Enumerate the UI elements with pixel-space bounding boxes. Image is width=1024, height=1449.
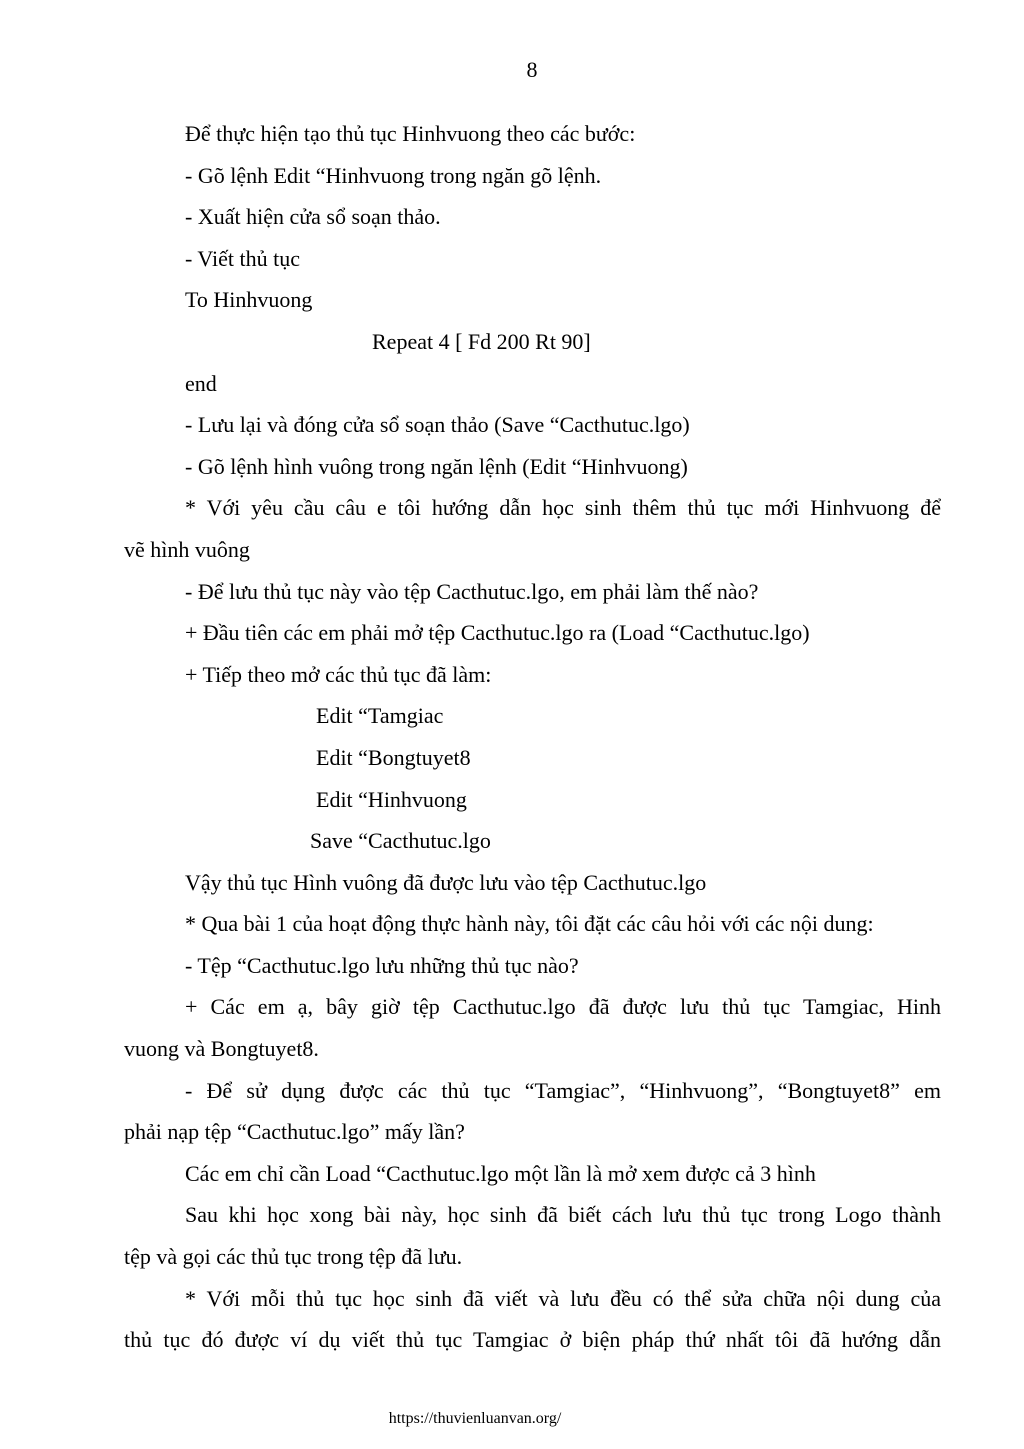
text-line: - Viết thủ tục <box>185 245 300 271</box>
text-line: Repeat 4 [ Fd 200 Rt 90] <box>372 328 591 354</box>
text-line: + Đầu tiên các em phải mở tệp Cacthutuc.lgo ra (Load “Cacthutuc.lgo) <box>185 620 810 646</box>
text-line: - Lưu lại và đóng cửa sổ soạn thảo (Save “Cacthutuc.lgo) <box>185 412 690 438</box>
text-line: * Với mỗi thủ tục học sinh đã viết và lưu đều có thể sửa chữa nội dung của <box>185 1285 941 1311</box>
text-line: Save “Cacthutuc.lgo <box>310 828 491 854</box>
text-line: Edit “Bongtuyet8 <box>316 744 471 770</box>
text-line: - Xuất hiện cửa sổ soạn thảo. <box>185 204 441 230</box>
text-line: - Để lưu thủ tục này vào tệp Cacthutuc.lgo, em phải làm thế nào? <box>185 578 759 604</box>
text-line: Để thực hiện tạo thủ tục Hinhvuong theo các bước: <box>185 121 636 146</box>
text-line: * Qua bài 1 của hoạt động thực hành này, tôi đặt các câu hỏi với các nội dung: <box>185 911 874 937</box>
footer-url: https://thuvienluanvan.org/ <box>388 1410 562 1427</box>
document-body <box>124 113 941 1361</box>
text-line: - Gõ lệnh hình vuông trong ngăn lệnh (Edit “Hinhvuong) <box>185 453 688 479</box>
text-line: Edit “Tamgiac <box>316 703 444 729</box>
text-line: vẽ hình vuông <box>124 536 250 562</box>
text-line: tệp và gọi các thủ tục trong tệp đã lưu. <box>124 1244 463 1270</box>
text-line: - Để sử dụng được các thủ tục “Tamgiac”, “Hinhvuong”, “Bongtuyet8” em <box>185 1077 941 1103</box>
text-line: phải nạp tệp “Cacthutuc.lgo” mấy lần? <box>124 1119 465 1145</box>
text-line: end <box>185 370 217 396</box>
page-number: 8 <box>526 57 538 82</box>
text-line: * Với yêu cầu câu e tôi hướng dẫn học sinh thêm thủ tục mới Hinhvuong để <box>185 495 941 521</box>
text-line: + Các em ạ, bây giờ tệp Cacthutuc.lgo đã được lưu thủ tục Tamgiac, Hinh <box>185 994 941 1020</box>
text-line: - Gõ lệnh Edit “Hinhvuong trong ngăn gõ lệnh. <box>185 162 602 188</box>
text-line: To Hinhvuong <box>185 287 313 313</box>
text-line: - Tệp “Cacthutuc.lgo lưu những thủ tục nào? <box>185 952 579 978</box>
text-line: vuong và Bongtuyet8. <box>124 1036 319 1062</box>
text-line: Sau khi học xong bài này, học sinh đã biết cách lưu thủ tục trong Logo thành <box>185 1202 941 1228</box>
text-line: Vậy thủ tục Hình vuông đã được lưu vào tệp Cacthutuc.lgo <box>185 869 707 895</box>
text-line: thủ tục đó được ví dụ viết thủ tục Tamgiac ở biện pháp thứ nhất tôi đã hướng dẫn <box>124 1327 941 1353</box>
text-line: + Tiếp theo mở các thủ tục đã làm: <box>185 661 492 687</box>
text-line: Các em chỉ cần Load “Cacthutuc.lgo một lần là mở xem được cả 3 hình <box>185 1160 816 1186</box>
text-line: Edit “Hinhvuong <box>316 786 467 812</box>
